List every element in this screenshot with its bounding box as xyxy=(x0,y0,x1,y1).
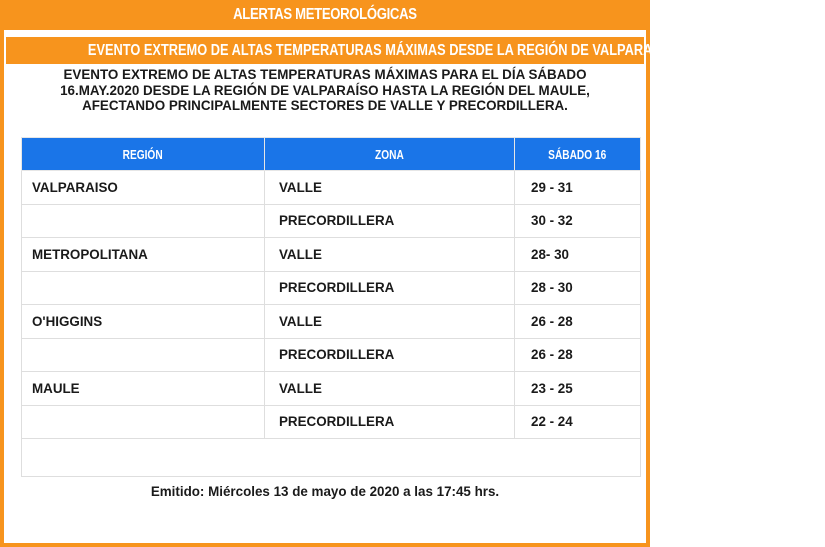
temperature-cell: 26 - 28 xyxy=(515,338,641,372)
emitted-timestamp: Emitido: Miércoles 13 de mayo de 2020 a las 17:45 hrs. xyxy=(150,484,500,499)
description-line: 16.MAY.2020 DESDE LA REGIÓN DE VALPARAÍSO HASTA LA REGIÓN DEL MAULE, xyxy=(60,82,590,98)
region-cell xyxy=(22,338,265,372)
region-cell: MAULE xyxy=(22,372,265,406)
temperature-cell: 22 - 24 xyxy=(515,405,641,439)
description-line: EVENTO EXTREMO DE ALTAS TEMPERATURAS MÁXIMAS PARA EL DÍA SÁBADO xyxy=(63,67,587,82)
column-header-region: REGIÓN xyxy=(22,138,265,171)
page-title: ALERTAS METEOROLÓGICAS xyxy=(233,6,417,23)
table-row xyxy=(22,405,641,439)
temperature-table-container xyxy=(21,137,640,477)
zone-cell: VALLE xyxy=(265,372,515,406)
temperature-cell: 30 - 32 xyxy=(515,204,641,238)
zone-cell: VALLE xyxy=(265,171,515,205)
empty-cell xyxy=(22,439,641,477)
zone-cell: VALLE xyxy=(265,305,515,339)
table-header-row xyxy=(22,138,641,171)
table-row xyxy=(22,204,641,238)
zone-cell: PRECORDILLERA xyxy=(265,338,515,372)
alert-title-banner xyxy=(6,37,744,64)
zone-cell: PRECORDILLERA xyxy=(265,405,515,439)
column-header-zone: ZONA xyxy=(265,138,515,171)
table-row-empty xyxy=(22,439,641,477)
table-row xyxy=(22,305,641,339)
temperature-cell: 28- 30 xyxy=(515,238,641,272)
temperature-cell: 29 - 31 xyxy=(515,171,641,205)
region-cell: O'HIGGINS xyxy=(22,305,265,339)
temperature-table xyxy=(21,137,641,477)
region-cell xyxy=(22,271,265,305)
table-row xyxy=(22,372,641,406)
table-row xyxy=(22,171,641,205)
table-row xyxy=(22,238,641,272)
zone-cell: VALLE xyxy=(265,238,515,272)
zone-cell: PRECORDILLERA xyxy=(265,204,515,238)
region-cell: METROPOLITANA xyxy=(22,238,265,272)
zone-cell: PRECORDILLERA xyxy=(265,271,515,305)
table-row xyxy=(22,338,641,372)
alert-description xyxy=(20,67,630,114)
page-title-banner xyxy=(0,0,650,30)
alert-title: EVENTO EXTREMO DE ALTAS TEMPERATURAS MÁXIMAS DESDE LA REGIÓN DE VALPARAÍSO AL MAULE xyxy=(87,42,744,59)
column-header-date: SÁBADO 16 xyxy=(515,138,641,171)
table-row xyxy=(22,271,641,305)
temperature-cell: 26 - 28 xyxy=(515,305,641,339)
region-cell: VALPARAISO xyxy=(22,171,265,205)
temperature-cell: 23 - 25 xyxy=(515,372,641,406)
region-cell xyxy=(22,405,265,439)
description-line: AFECTANDO PRINCIPALMENTE SECTORES DE VALLE Y PRECORDILLERA. xyxy=(82,98,568,113)
region-cell xyxy=(22,204,265,238)
temperature-cell: 28 - 30 xyxy=(515,271,641,305)
